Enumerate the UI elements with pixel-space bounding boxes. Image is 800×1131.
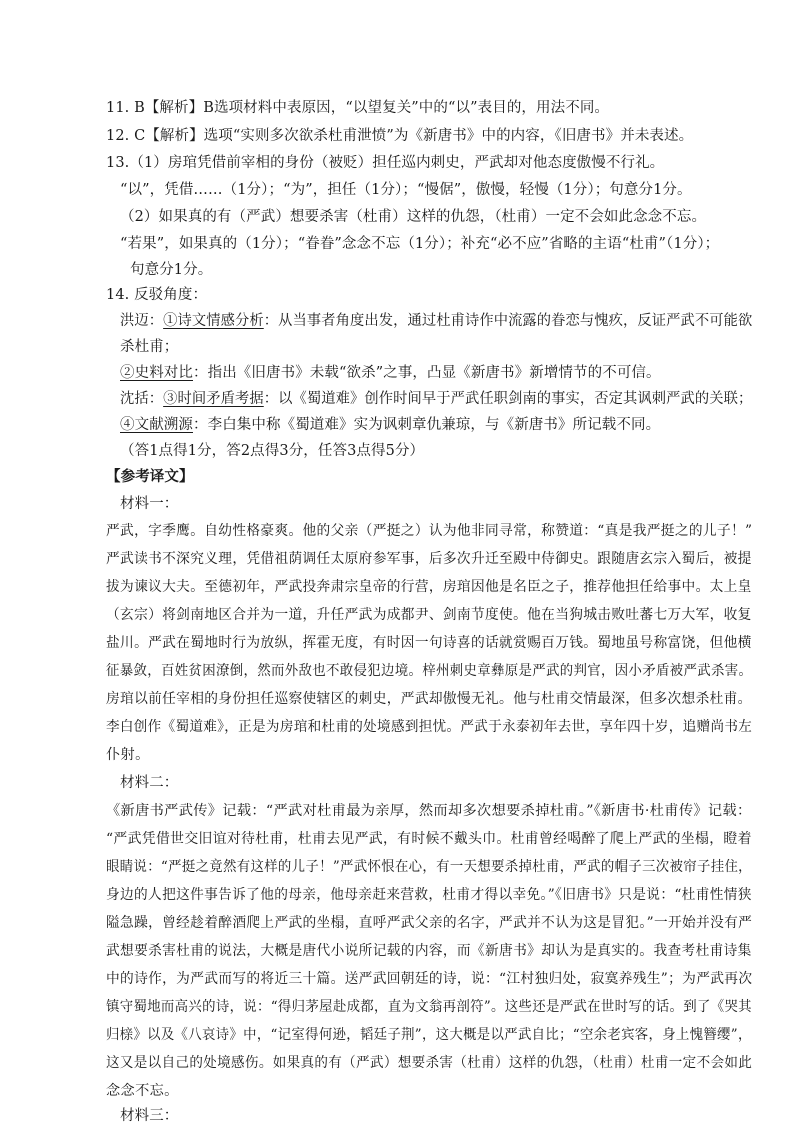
answer-14-point2 [120,363,661,383]
material-2-line: 中的诗作，为严武而写的将近三十篇。送严武回朝廷的诗，说：“江村独归处，寂寞养残生”；为严武再次 [106,971,753,987]
material-1-line: 严武读书不深究义理，凭借祖荫调任太原府参军事，后多次升迁至殿中侍御史。跟随唐玄宗入蜀后，被提 [106,551,752,567]
material-2-line: 隘急躁，曾经趁着醉酒爬上严武的坐榻，直呼严武父亲的名字，严武并不认为这是冒犯。”一开始并没有严 [106,915,753,931]
answer-14-scoring: （答1点得1分，答2点得3分，任答3点得5分） [120,443,425,459]
material-1-line: 拔为谏议大夫。至德初年，严武投奔肃宗皇帝的行营，房琯因他是名臣之子，推荐他担任给事中。太上皇 [106,579,752,595]
material-2-line: “严武凭借世交旧谊对待杜甫，杜甫去见严武，有时候不戴头巾。杜甫曾经喝醉了爬上严武的坐榻，瞪着 [106,831,752,847]
material-2-line: 眼睛说：“严挺之竟然有这样的儿子！”严武怀恨在心，有一天想要杀掉杜甫，严武的帽子三次被帘子挂住， [106,859,752,875]
material-2-line: 镇守蜀地而高兴的诗，说：“得归茅屋赴成都，直为文翁再剖符”。这些还是严武在世时写的话。到了《哭其 [106,999,752,1015]
answer-14-hongmai [120,311,752,331]
material-1-line: 房琯以前任宰相的身份担任巡察使辖区的刺史，严武却傲慢无礼。他与杜甫交情最深，但多次想杀杜甫。 [106,691,752,707]
material-2-line: 念念不忘。 [106,1083,179,1099]
answer-13-part2: （2）如果真的有（严武）想要杀害（杜甫）这样的仇怨，（杜甫）一定不会如此念念不忘。 [120,209,707,225]
point-2-text: ：指出《旧唐书》未载“欲杀”之事，凸显《新唐书》新增情节的不可信。 [193,365,661,381]
answer-12: 12. C【解析】选项“实则多次欲杀杜甫泄愤”为《新唐书》中的内容，《旧唐书》并未表述。 [106,128,694,144]
point-3-text: ：以《蜀道难》创作时间早于严武任职剑南的事实，否定其讽刺严武的关联； [263,391,753,407]
material-1-line: 征暴敛，百姓贫困潦倒，然而外敌也不敢侵犯边境。梓州刺史章彝原是严武的判官，因小矛盾被严武杀害。 [106,663,753,679]
point-3-heading: ③时间矛盾考据 [163,391,264,407]
answer-13-part1-scoring: “以”，凭借……（1分）；“为”，担任（1分）；“慢倨”，傲慢，轻慢（1分）；句意分1分。 [120,182,692,198]
answer-13-part2-scoring: “若果”，如果真的（1分）；“眷眷”念念不忘（1分）；补充“必不应”省略的主语“杜甫”（1分）； [120,236,720,252]
translation-header: 【参考译文】 [106,468,194,485]
hongmai-label: 洪迈： [120,313,164,329]
answer-13-part1: 13.（1）房琯凭借前宰相的身份（被贬）担任巡内刺史，严武却对他态度傲慢不行礼。 [106,155,665,171]
point-1-heading: ①诗文情感分析 [163,313,264,329]
answer-14-hongmai-cont: 杀杜甫； [120,339,179,355]
point-2-heading: ②史料对比 [120,365,193,381]
point-4-text: ：李白集中称《蜀道难》实为讽刺章仇兼琼，与《新唐书》所记载不同。 [193,417,661,433]
answer-14-shenkuo [120,389,752,409]
point-4-heading: ④文献溯源 [120,417,193,433]
answer-11: 11. B【解析】B选项材料中表原因，“以望复关”中的“以”表目的，用法不同。 [106,100,610,116]
shenkuo-label: 沈括： [120,391,164,407]
answer-13-part2-scoring-cont: 句意分1分。 [130,262,213,278]
material-1-line: 严武，字季鹰。自幼性格豪爽。他的父亲（严挺之）认为他非同寻常，称赞道：“真是我严挺之的儿子！” [106,523,753,539]
material-2-line: 这又是以自己的处境感伤。如果真的有（严武）想要杀害（杜甫）这样的仇怨，（杜甫）杜甫一定不会如此 [106,1055,753,1071]
material-1-line: 盐川。严武在蜀地时行为放纵，挥霍无度，有时因一句诗喜的话就赏赐百万钱。蜀地虽号称富饶，但他横 [106,635,752,651]
material-1-line: 李白创作《蜀道难》，正是为房琯和杜甫的处境感到担忧。严武于永泰初年去世，享年四十岁，追赠尚书左 [106,719,753,735]
material-2-line: 《新唐书严武传》记载：“严武对杜甫最为亲厚，然而却多次想要杀掉杜甫。”《新唐书·杜甫传》记载： [106,803,752,819]
material-2-line: 身边的人把这件事告诉了他的母亲，他母亲赶来营救，杜甫才得以幸免。”《旧唐书》只是说：“杜甫性情狭 [106,887,752,903]
material-1-line: （玄宗）将剑南地区合并为一道，升任严武为成都尹、剑南节度使。他在当狗城击败吐蕃七万大军，收复 [106,607,752,623]
material-2-title: 材料二： [120,775,179,791]
material-2-line: 归榇》以及《八哀诗》中，“记室得何逊，韬廷子荆”，这大概是以严武自比；“空余老宾客，身上愧簪缨”， [106,1027,752,1043]
material-1-title: 材料一： [120,496,179,512]
material-3-title: 材料三： [120,1108,179,1124]
material-2-line: 武想要杀害杜甫的说法，大概是唐代小说所记载的内容，而《新唐书》却认为是真实的。我查考杜甫诗集 [106,943,752,959]
point-1-text: ：从当事者角度出发，通过杜甫诗作中流露的眷恋与愧疚，反证严武不可能欲 [263,313,753,329]
material-1-line: 仆射。 [106,747,150,763]
answer-14-point4 [120,415,660,435]
answer-14-title: 14. 反驳角度： [106,287,208,303]
